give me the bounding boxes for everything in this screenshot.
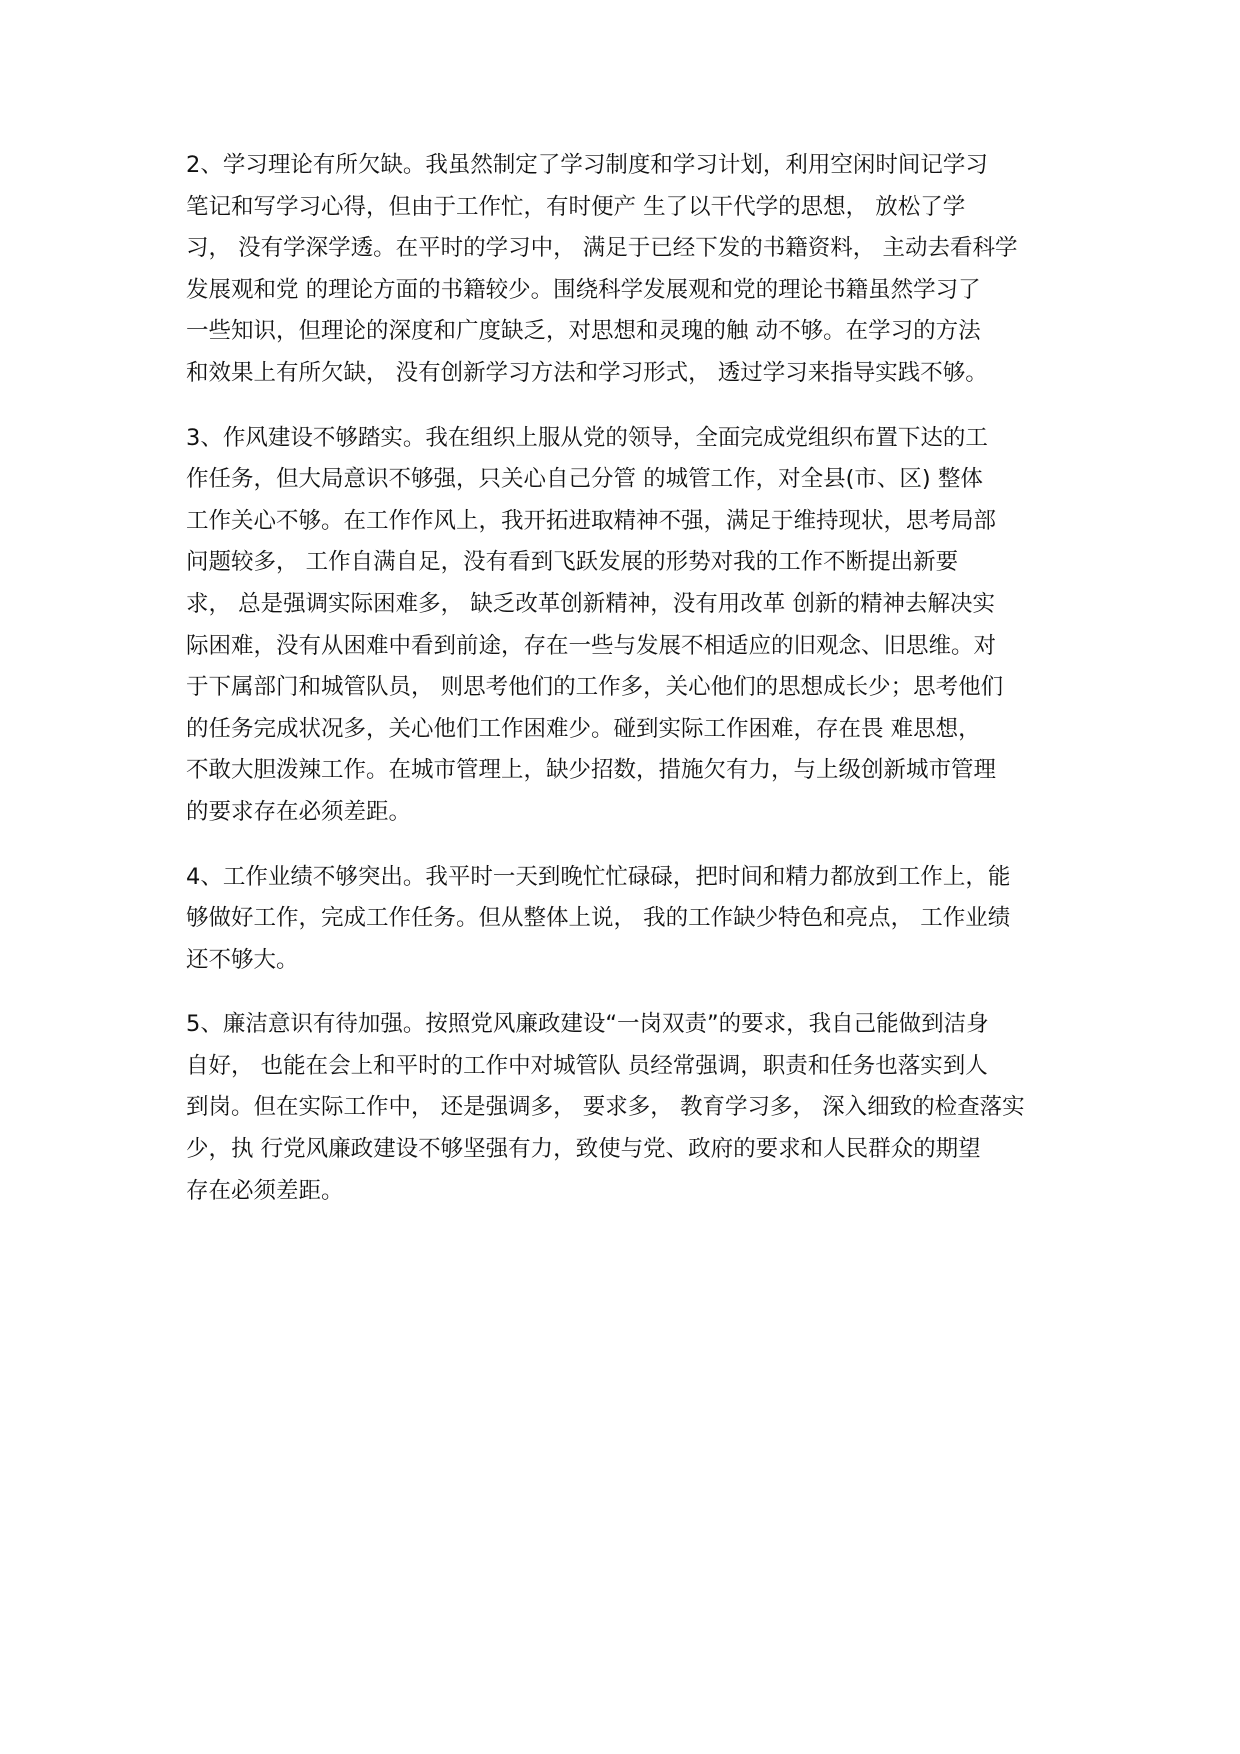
- paragraph-work-performance: [186, 857, 1060, 982]
- text-line: 问题较多， 工作自满自足，没有看到飞跃发展的形势对我的工作不断提出新要: [186, 549, 959, 576]
- text-line: 的要求存在必须差距。: [186, 798, 412, 825]
- paragraph-study-theory: [186, 145, 1060, 395]
- text-line: 作任务，但大局意识不够强，只关心自己分管 的城管工作，对全县(市、区) 整体: [186, 466, 983, 493]
- text-line: 少，执 行党风廉政建设不够坚强有力，致使与党、政府的要求和人民群众的期望: [186, 1136, 981, 1163]
- text-line: 3、作风建设不够踏实。我在组织上服从党的领导，全面完成党组织布置下达的工: [186, 424, 988, 451]
- text-line: 还不够大。: [186, 946, 299, 973]
- text-line: 发展观和党 的理论方面的书籍较少。围绕科学发展观和党的理论书籍虽然学习了: [186, 276, 981, 303]
- text-line: 习， 没有学深学透。在平时的学习中， 满足于已经下发的书籍资料， 主动去看科学: [186, 235, 1018, 262]
- text-line: 工作关心不够。在工作作风上，我开拓进取精神不强，满足于维持现状，思考局部: [186, 507, 997, 534]
- text-line: 一些知识，但理论的深度和广度缺乏，对思想和灵瑰的触 动不够。在学习的方法: [186, 318, 981, 345]
- document-body: [186, 145, 1060, 1235]
- paragraph-work-style: [186, 418, 1060, 834]
- text-line: 际困难，没有从困难中看到前途，存在一些与发展不相适应的旧观念、旧思维。对: [186, 632, 997, 659]
- text-line: 不敢大胆泼辣工作。在城市管理上，缺少招数，措施欠有力，与上级创新城市管理: [186, 757, 997, 784]
- text-line: 自好， 也能在会上和平时的工作中对城管队 员经常强调，职责和任务也落实到人: [186, 1052, 988, 1079]
- text-line: 2、学习理论有所欠缺。我虽然制定了学习制度和学习计划，利用空闲时间记学习: [186, 152, 988, 178]
- text-line: 到岗。但在实际工作中， 还是强调多， 要求多， 教育学习多， 深入细致的检查落实: [186, 1094, 1025, 1121]
- text-line: 存在必须差距。: [186, 1177, 344, 1204]
- text-line: 和效果上有所欠缺， 没有创新学习方法和学习形式， 透过学习来指导实践不够。: [186, 359, 988, 386]
- text-line: 5、廉洁意识有待加强。按照党风廉政建设“一岗双责”的要求，我自己能做到洁身: [186, 1011, 989, 1038]
- text-line: 于下属部门和城管队员， 则思考他们的工作多，关心他们的思想成长少；思考他们: [186, 674, 1004, 701]
- text-line: 笔记和写学习心得，但由于工作忙，有时便产 生了以干代学的思想， 放松了学: [186, 193, 966, 220]
- paragraph-integrity: [186, 1004, 1060, 1212]
- text-line: 求， 总是强调实际困难多， 缺乏改革创新精神，没有用改革 创新的精神去解决实: [186, 590, 995, 617]
- text-line: 4、工作业绩不够突出。我平时一天到晚忙忙碌碌，把时间和精力都放到工作上，能: [186, 863, 1011, 890]
- text-line: 的任务完成状况多，关心他们工作困难少。碰到实际工作困难，存在畏 难思想，: [186, 715, 981, 742]
- text-line: 够做好工作，完成工作任务。但从整体上说， 我的工作缺少特色和亮点， 工作业绩: [186, 905, 1011, 932]
